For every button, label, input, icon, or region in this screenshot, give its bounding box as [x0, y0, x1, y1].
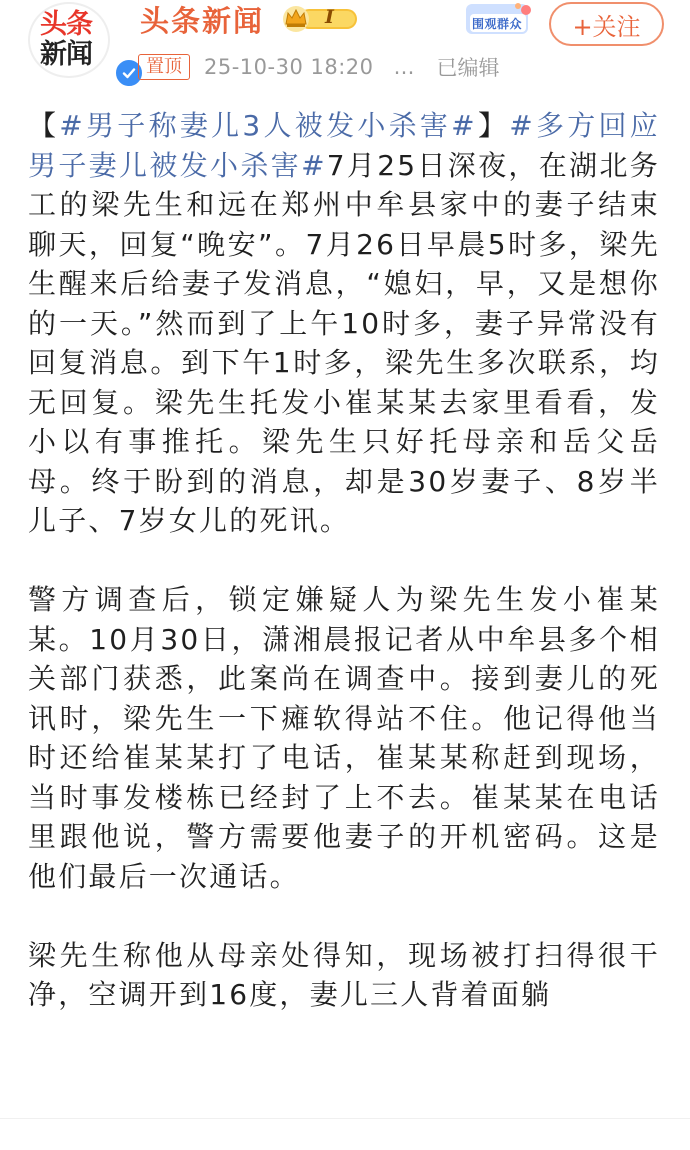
avatar-logo-line2: 新闻 — [40, 39, 92, 70]
bracket-close: 】 — [476, 109, 510, 142]
bottom-toolbar-edge — [0, 1118, 690, 1150]
avatar-logo-line1: 头条 — [40, 9, 92, 40]
edited-label[interactable]: 已编辑 — [436, 56, 500, 80]
avatar[interactable] — [28, 2, 110, 78]
follow-button-label: +关注 — [572, 12, 641, 41]
level-badge[interactable] — [281, 4, 361, 34]
topic-link-2[interactable]: #多方回应男子妻儿被发小杀害# — [28, 109, 660, 182]
decoration-text: 围观群众 — [472, 17, 523, 31]
bracket-open: 【 — [28, 109, 60, 142]
post-paragraph-2: 警方调查后，锁定嫌疑人为梁先生发小崔某某。10月30日，潇湘晨报记者从中牟县多个相关部门获悉，此案尚在调查中。接到妻儿的死讯时，梁先生一下瘫软得站不住。他记得他当时还给崔某某打了电话，崔某某称赶到现场，当时事发楼栋已经封了上不去。崔某某在电话里跟他说，警方需要他妻子的开机密码。这是他们最后一次通话。 — [28, 583, 660, 893]
follow-button[interactable] — [549, 2, 664, 46]
post-body — [28, 106, 660, 1054]
post-timestamp: 25-10-30 18:20 — [204, 55, 374, 79]
post-meta — [138, 53, 500, 81]
level-badge-text: I — [325, 6, 334, 28]
post-header — [0, 0, 690, 100]
account-name[interactable]: 头条新闻 — [140, 4, 265, 38]
pinned-badge: 置顶 — [138, 54, 190, 80]
topic-link-1[interactable]: #男子称妻儿3人被发小杀害# — [59, 109, 477, 142]
post-paragraph-3: 梁先生称他从母亲处得知，现场被打扫得很干净，空调开到16度，妻儿三人背着面躺 — [28, 938, 660, 1011]
post-paragraph-1 — [28, 106, 660, 541]
more-menu-icon[interactable]: … — [393, 55, 415, 79]
paragraph-1-text: 7月25日深夜，在湖北务工的梁先生和远在郑州中牟县家中的妻子结束聊天，回复“晚安”。7月26日早晨5时多，梁先生醒来后给妻子发消息，“媳妇，早，又是想你的一天。”然而到了上午10时多，妻子异常没有回复消息。到下午1时多，梁先生多次联系，均无回复。梁先生托发小崔某某去家里看看，发小以有事推托。梁先生只好托母亲和岳父岳母。终于盼到的消息，却是30岁妻子、8岁半儿子、7岁女儿的死讯。 — [28, 148, 660, 537]
decoration-sticker — [462, 0, 532, 42]
